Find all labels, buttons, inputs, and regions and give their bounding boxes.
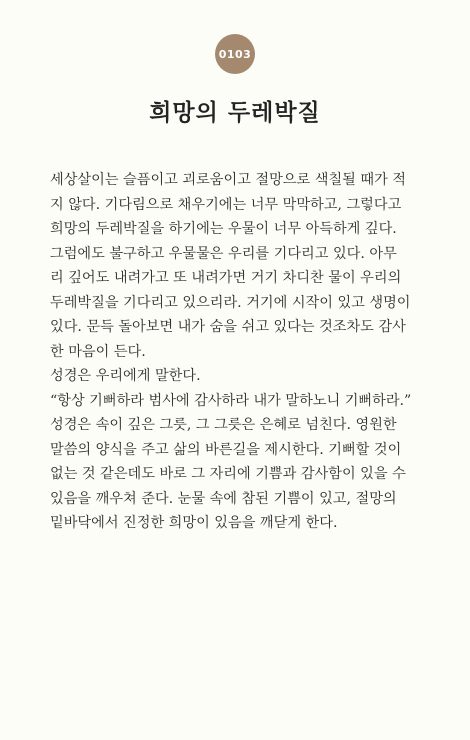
body-line: 성경은 속이 깊은 그릇, 그 그릇은 은혜로 넘친다. 영원한 xyxy=(50,417,397,433)
body-line: 리 깊어도 내려가고 또 내려가면 거기 차디찬 물이 우리의 xyxy=(50,270,402,286)
body-text xyxy=(50,168,430,536)
page-title: 희망의 두레박질 xyxy=(149,99,321,126)
body-line: “항상 기뻐하라 범사에 감사하라 내가 말하노니 기뻐하라.” xyxy=(50,392,412,409)
body-line: 밑바닥에서 진정한 희망이 있음을 깨닫게 한다. xyxy=(50,515,338,531)
body-line: 두레박질을 기다리고 있으리라. 거기에 시작이 있고 생명이 xyxy=(50,294,411,311)
body-line: 그럼에도 불구하고 우물물은 우리를 기다리고 있다. 아무 xyxy=(50,245,397,262)
body-line: 없는 것 같은데도 바로 그 자리에 기쁨과 감사함이 있을 수 xyxy=(50,466,406,482)
body-line: 희망의 두레박질을 하기에는 우물이 너무 아득하게 깊다. xyxy=(50,221,397,237)
body-line: 지 않다. 기다림으로 채우기에는 너무 막막하고, 그렇다고 xyxy=(50,196,402,213)
page-number-badge: 0103 xyxy=(215,34,255,74)
body-line: 성경은 우리에게 말한다. xyxy=(50,368,201,384)
body-line: 있음을 깨우쳐 준다. 눈물 속에 참된 기쁨이 있고, 절망의 xyxy=(50,490,397,507)
body-line: 있다. 문득 돌아보면 내가 숨을 쉬고 있다는 것조차도 감사 xyxy=(50,319,406,335)
body-line: 말씀의 양식을 주고 삶의 바른길을 제시한다. 기뻐할 것이 xyxy=(50,441,402,458)
body-line: 한 마음이 든다. xyxy=(50,343,146,360)
body-line: 세상살이는 슬픔이고 괴로움이고 절망으로 색칠될 때가 적 xyxy=(50,172,406,188)
